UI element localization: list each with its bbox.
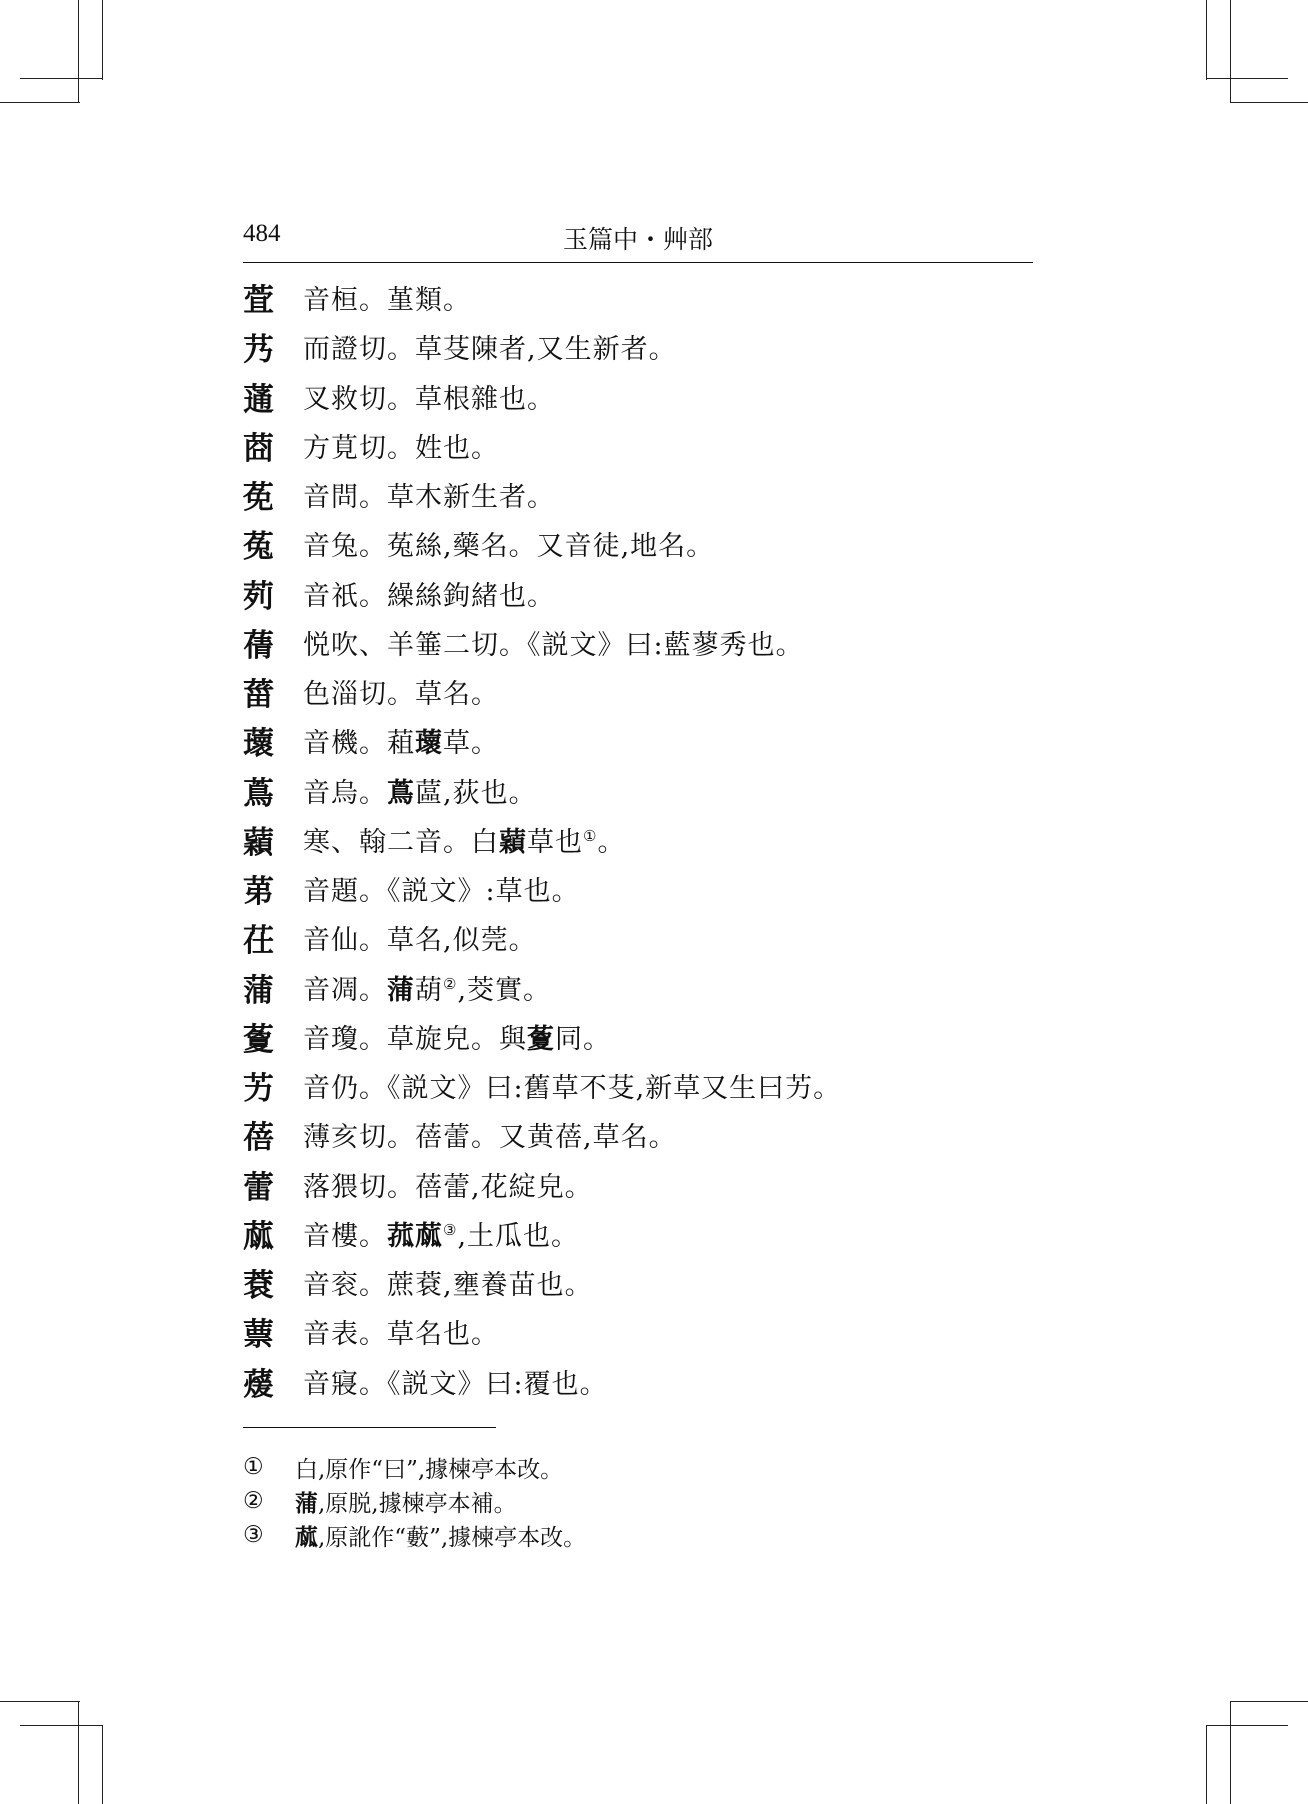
headword: 艻: [243, 1071, 274, 1108]
headword: 萓: [243, 283, 274, 320]
definition: [303, 1263, 593, 1302]
entry-list: [243, 273, 1033, 1406]
dictionary-entry: [243, 1061, 1033, 1110]
definition: [303, 1066, 841, 1105]
dictionary-entry: [243, 913, 1033, 962]
text-run: 。: [597, 826, 626, 858]
dictionary-entry: [243, 421, 1033, 470]
text-run: 草也: [527, 826, 583, 858]
dictionary-entry: [243, 1012, 1033, 1061]
definition: [303, 918, 537, 957]
crop-mark: [20, 1725, 102, 1726]
dictionary-entry: [243, 963, 1033, 1012]
headword: 蔦: [243, 775, 274, 812]
text-run: 音桓。堇類。: [303, 285, 471, 317]
headword: 蔉: [243, 1268, 274, 1305]
definition: [303, 574, 555, 613]
text-run: 音表。草名也。: [303, 1319, 499, 1351]
dictionary-entry: [243, 470, 1033, 519]
dictionary-entry: [243, 1307, 1033, 1356]
text-run: ,原訛作“藪”,據楝亭本改。: [318, 1524, 587, 1551]
text-run: 音瓊。草旋皃。與: [303, 1023, 527, 1055]
text-run: 音祇。繰絲鉤緒也。: [303, 580, 555, 612]
text-run: 音仙。草名,似莞。: [303, 925, 537, 957]
text-run: 音機。蒩: [303, 728, 415, 760]
dictionary-entry: [243, 667, 1033, 716]
crop-mark: [1230, 102, 1308, 103]
definition: [303, 426, 499, 465]
header-rule: [243, 262, 1033, 263]
headword: 苐: [243, 874, 274, 911]
dictionary-entry: [243, 372, 1033, 421]
headword: 蓓: [243, 1120, 274, 1157]
dictionary-entry: [243, 1258, 1033, 1307]
crop-mark: [102, 0, 103, 80]
headword: 艿: [243, 332, 274, 369]
crop-mark: [1206, 1725, 1207, 1804]
crop-mark: [78, 1701, 79, 1804]
text-run: 音問。草木新生者。: [303, 482, 555, 514]
text-run: 方莧切。姓也。: [303, 432, 499, 464]
text-run: 叉救切。草根雜也。: [303, 383, 555, 415]
text-run: 色淄切。草名。: [303, 679, 499, 711]
text-run: 而證切。草芟陳者,又生新者。: [303, 334, 677, 366]
definition: [303, 1017, 611, 1056]
headword: 菟: [243, 529, 274, 566]
text-run: 音凋。: [303, 974, 387, 1006]
crop-mark: [0, 1701, 80, 1702]
definition: [303, 869, 580, 908]
text-run: ,茭實。: [457, 974, 552, 1006]
emphasized-character: 蘾: [415, 728, 443, 760]
definition: [303, 968, 551, 1007]
dictionary-entry: [243, 322, 1033, 371]
text-run: 音題。《説文》:草也。: [303, 876, 580, 908]
dictionary-entry: [243, 1160, 1033, 1209]
dictionary-entry: [243, 519, 1033, 568]
text-run: 同。: [555, 1023, 611, 1055]
crop-mark: [1206, 1725, 1288, 1726]
footnote: [243, 1518, 1033, 1552]
footnote-text: [295, 1485, 517, 1518]
crop-mark: [0, 102, 80, 103]
footnote: [243, 1484, 1033, 1518]
footnote-text: [295, 1451, 563, 1484]
emphasized-character: 蒲: [295, 1489, 318, 1517]
definition: [303, 1115, 677, 1154]
crop-mark: [20, 78, 102, 79]
emphasized-character: 蒲: [387, 974, 415, 1006]
dictionary-entry: [243, 569, 1033, 618]
text-run: 草。: [443, 728, 499, 760]
dictionary-entry: [243, 618, 1033, 667]
text-run: 音仍。《説文》曰:舊草不芟,新草又生曰艻。: [303, 1073, 842, 1105]
crop-mark: [1230, 0, 1231, 102]
headword: 蘾: [243, 726, 274, 763]
dictionary-entry: [243, 815, 1033, 864]
definition: [303, 820, 625, 859]
headword: 莬: [243, 480, 274, 517]
running-header: [243, 216, 1033, 256]
dictionary-entry: [243, 1209, 1033, 1258]
headword: 茌: [243, 923, 274, 960]
footnote-list: [243, 1450, 1033, 1552]
dictionary-entry: [243, 864, 1033, 913]
definition: [303, 1214, 579, 1253]
definition: [303, 524, 714, 563]
footnote-number: ③: [243, 1522, 264, 1548]
headword: 茢: [243, 578, 274, 615]
footnote-reference: ①: [583, 826, 598, 845]
text-run: 薄亥切。蓓蕾。又黄蓓,草名。: [303, 1122, 677, 1154]
definition: [303, 623, 804, 662]
definition: [303, 1312, 499, 1351]
emphasized-character: 藑: [527, 1023, 555, 1055]
headword: 蒨: [243, 627, 274, 664]
footnote-text: [295, 1519, 586, 1552]
headword: 蔈: [243, 1317, 274, 1354]
dictionary-entry: [243, 1110, 1033, 1159]
text-run: 落猥切。蓓蕾,花綻皃。: [303, 1171, 593, 1203]
footnote-number: ②: [243, 1488, 264, 1514]
definition: [303, 475, 555, 514]
definition: [303, 1165, 593, 1204]
definition: [303, 771, 537, 810]
footnote-reference: ②: [443, 974, 458, 993]
crop-mark: [1230, 1701, 1308, 1702]
text-run: 寒、翰二音。白: [303, 826, 499, 858]
text-run: 葫: [415, 974, 443, 1006]
footnote: [243, 1450, 1033, 1484]
emphasized-character: 蔦: [387, 777, 415, 809]
text-run: 音樓。: [303, 1220, 387, 1252]
definition: [303, 377, 555, 416]
dictionary-entry: [243, 273, 1033, 322]
headword: 蓏: [243, 1218, 274, 1255]
emphasized-character: 蓏: [295, 1523, 318, 1551]
headword: 蒲: [243, 972, 274, 1009]
crop-mark: [102, 1725, 103, 1804]
headword: 藑: [243, 1021, 274, 1058]
footnote-reference: ③: [443, 1220, 458, 1239]
dictionary-entry: [243, 766, 1033, 815]
definition: [303, 278, 471, 317]
text-run: 音衮。蔗蔉,壅養苗也。: [303, 1270, 593, 1302]
crop-mark: [1206, 0, 1207, 80]
definition: [303, 721, 499, 760]
definition: [303, 672, 499, 711]
headword: 蕿: [243, 1366, 274, 1403]
headword: 莔: [243, 430, 274, 467]
text-run: 白,原作“曰”,據楝亭本改。: [295, 1456, 564, 1483]
headword: 蓪: [243, 381, 274, 418]
headword: 葘: [243, 677, 274, 714]
text-run: 音寢。《説文》曰:覆也。: [303, 1368, 608, 1400]
emphasized-character: 蘔: [499, 826, 527, 858]
definition: [303, 1362, 608, 1401]
footnote-number: ①: [243, 1454, 264, 1480]
headword: 蕾: [243, 1169, 274, 1206]
dictionary-entry: [243, 1357, 1033, 1406]
definition: [303, 327, 677, 366]
emphasized-character: 菰蓏: [387, 1220, 443, 1252]
text-run: 音烏。: [303, 777, 387, 809]
footnote-rule: [243, 1427, 496, 1428]
crop-mark: [1230, 1701, 1231, 1804]
text-run: ,土瓜也。: [457, 1220, 580, 1252]
crop-mark: [78, 0, 79, 102]
text-run: ,原脱,據楝亭本補。: [318, 1490, 517, 1517]
running-title: 玉篇中・艸部: [562, 225, 713, 254]
page-number: 484: [243, 220, 281, 247]
dictionary-entry: [243, 716, 1033, 765]
text-run: 蓲,荻也。: [415, 777, 537, 809]
crop-mark: [1206, 78, 1288, 79]
headword: 蘔: [243, 824, 274, 861]
text-run: 音兔。菟絲,藥名。又音徒,地名。: [303, 531, 715, 563]
text-run: 悦吹、羊箠二切。《説文》曰:藍蓼秀也。: [303, 629, 804, 661]
